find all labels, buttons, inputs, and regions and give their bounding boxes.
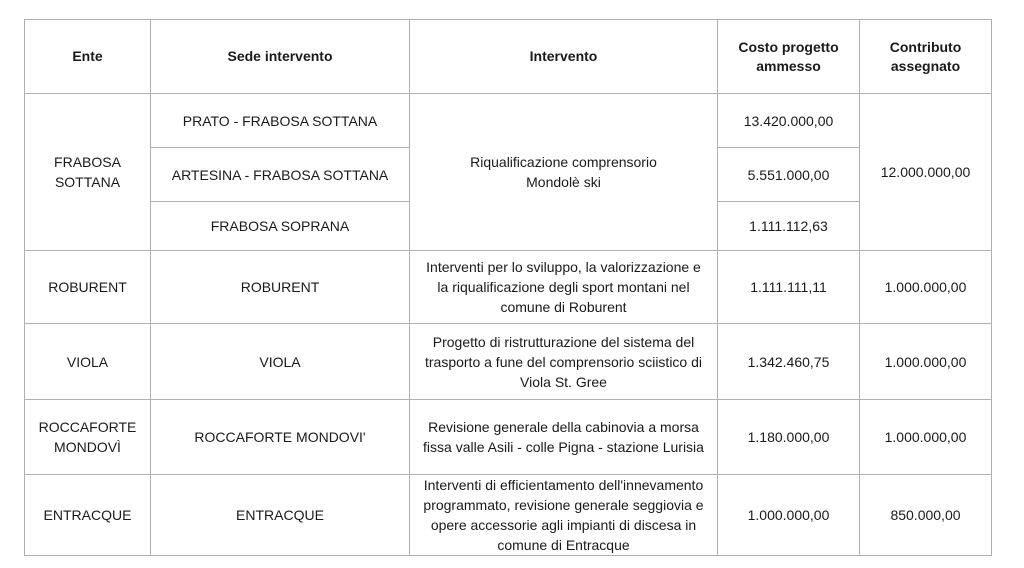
sede-cell: ROBURENT xyxy=(151,251,410,324)
header-intervento: Intervento xyxy=(410,20,718,94)
grant-table xyxy=(24,19,992,556)
ente-cell: VIOLA xyxy=(25,324,151,400)
header-row xyxy=(25,20,992,94)
table-row xyxy=(25,475,992,556)
contributo-cell: 12.000.000,00 xyxy=(860,94,992,251)
contributo-cell: 1.000.000,00 xyxy=(860,324,992,400)
intervento-cell: Progetto di ristrutturazione del sistema del trasporto a fune del comprensorio sciistico di Viola St. Gree xyxy=(410,324,718,400)
costo-cell: 1.111.111,11 xyxy=(718,251,860,324)
header-ente: Ente xyxy=(25,20,151,94)
sede-cell: FRABOSA SOPRANA xyxy=(151,202,410,251)
header-contributo: Contributo assegnato xyxy=(860,20,992,94)
table-row xyxy=(25,324,992,400)
sede-cell: ARTESINA - FRABOSA SOTTANA xyxy=(151,148,410,202)
contributo-cell: 1.000.000,00 xyxy=(860,251,992,324)
costo-cell: 1.180.000,00 xyxy=(718,400,860,475)
intervento-cell: Revisione generale della cabinovia a morsa fissa valle Asili - colle Pigna - stazione Lurisia xyxy=(410,400,718,475)
intervento-cell: Interventi di efficientamento dell'innevamento programmato, revisione generale seggiovia e opere accessorie agli impianti di discesa in comune di Entracque xyxy=(410,475,718,556)
header-sede: Sede intervento xyxy=(151,20,410,94)
sede-cell: ENTRACQUE xyxy=(151,475,410,556)
costo-cell: 1.342.460,75 xyxy=(718,324,860,400)
ente-cell: ROCCAFORTE MONDOVÌ xyxy=(25,400,151,475)
table-row xyxy=(25,400,992,475)
costo-cell: 1.111.112,63 xyxy=(718,202,860,251)
costo-cell: 5.551.000,00 xyxy=(718,148,860,202)
ente-cell: ENTRACQUE xyxy=(25,475,151,556)
ente-cell: FRABOSA SOTTANA xyxy=(25,94,151,251)
contributo-cell: 1.000.000,00 xyxy=(860,400,992,475)
intervento-cell: Riqualificazione comprensorio Mondolè ski xyxy=(410,94,718,251)
intervento-cell: Interventi per lo sviluppo, la valorizzazione e la riqualificazione degli sport montani nel comune di Roburent xyxy=(410,251,718,324)
sede-cell: VIOLA xyxy=(151,324,410,400)
sede-cell: ROCCAFORTE MONDOVI' xyxy=(151,400,410,475)
sede-cell: PRATO - FRABOSA SOTTANA xyxy=(151,94,410,148)
costo-cell: 13.420.000,00 xyxy=(718,94,860,148)
costo-cell: 1.000.000,00 xyxy=(718,475,860,556)
header-costo: Costo progetto ammesso xyxy=(718,20,860,94)
table-row xyxy=(25,251,992,324)
ente-cell: ROBURENT xyxy=(25,251,151,324)
contributo-cell: 850.000,00 xyxy=(860,475,992,556)
table-row xyxy=(25,94,992,148)
